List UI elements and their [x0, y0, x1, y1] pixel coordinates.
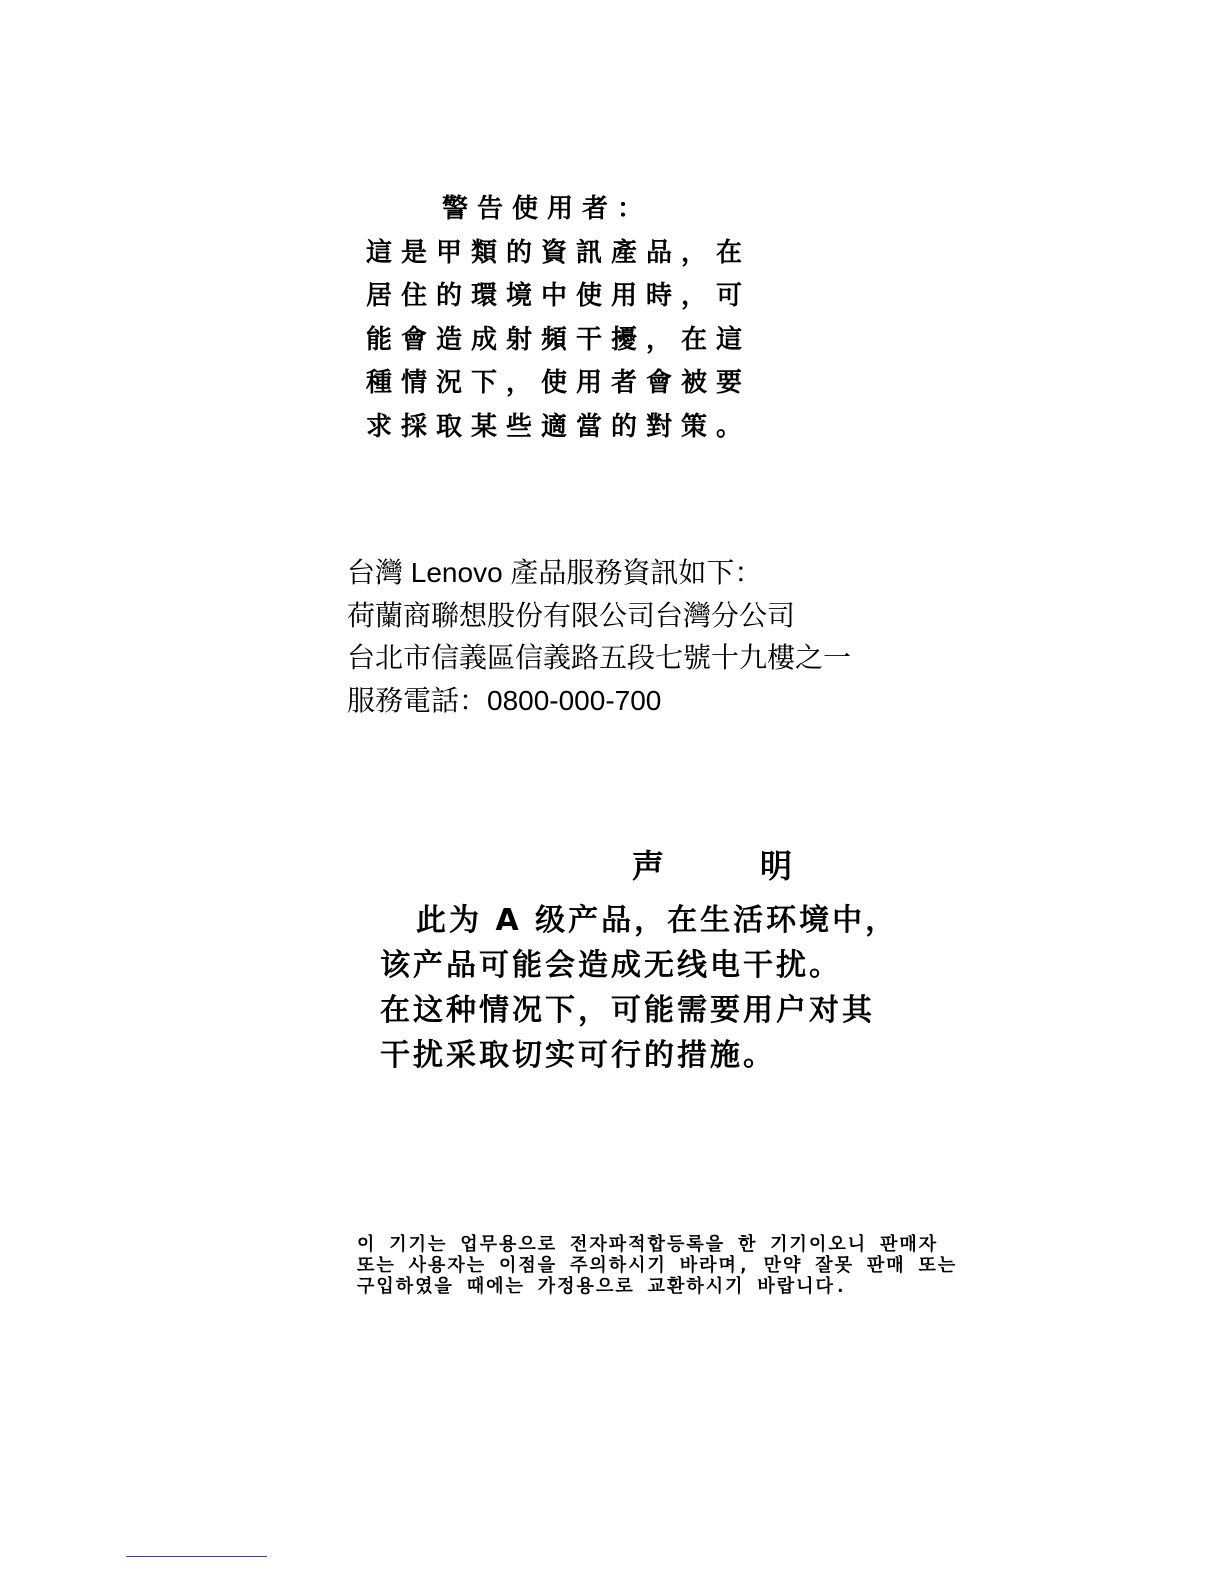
- footnote-separator: [126, 1556, 267, 1557]
- notice-line: 이 기기는 업무용으로 전자파적합등록을 한 기기이오니 판매자: [357, 1234, 939, 1255]
- statement-heading-right: 明: [760, 847, 793, 885]
- statement-line: 此为 A 级产品，在生活环境中，: [416, 903, 899, 938]
- warning-line: 種情況下，使用者會被要: [366, 368, 752, 398]
- service-address: 台北市信義區信義路五段七號十九樓之一: [347, 642, 852, 673]
- warning-title: 警告使用者：: [442, 194, 653, 224]
- taiwan-class-a-warning: [366, 188, 751, 449]
- taiwan-service-info: [347, 552, 851, 722]
- statement-heading-left: 声: [632, 847, 665, 885]
- warning-line: 居住的環境中使用時，可: [366, 281, 752, 311]
- notice-line: 또는 사용자는 이점을 주의하시기 바라며, 만약 잘못 판매 또는: [357, 1255, 958, 1276]
- statement-line: 该产品可能会造成无线电干扰。: [380, 948, 842, 983]
- notice-line: 구입하였을 때에는 가정용으로 교환하시기 바랍니다.: [357, 1276, 848, 1297]
- statement-body: [380, 898, 898, 1078]
- korea-class-a-notice: [357, 1234, 957, 1297]
- service-heading: 台灣 Lenovo 產品服務資訊如下：: [347, 557, 763, 588]
- statement-line: 在这种情况下，可能需要用户对其: [380, 993, 875, 1028]
- warning-line: 這是甲類的資訊產品，在: [366, 237, 752, 268]
- statement-heading: [380, 842, 898, 898]
- service-company: 荷蘭商聯想股份有限公司台灣分公司: [347, 599, 796, 631]
- warning-line: 求採取某些適當的對策。: [366, 411, 752, 442]
- service-phone: 服務電話：0800-000-700: [347, 684, 662, 716]
- china-class-a-statement: [380, 842, 898, 1078]
- warning-line: 能會造成射頻干擾，在這: [366, 324, 752, 355]
- statement-line: 干扰采取切实可行的措施。: [380, 1038, 776, 1073]
